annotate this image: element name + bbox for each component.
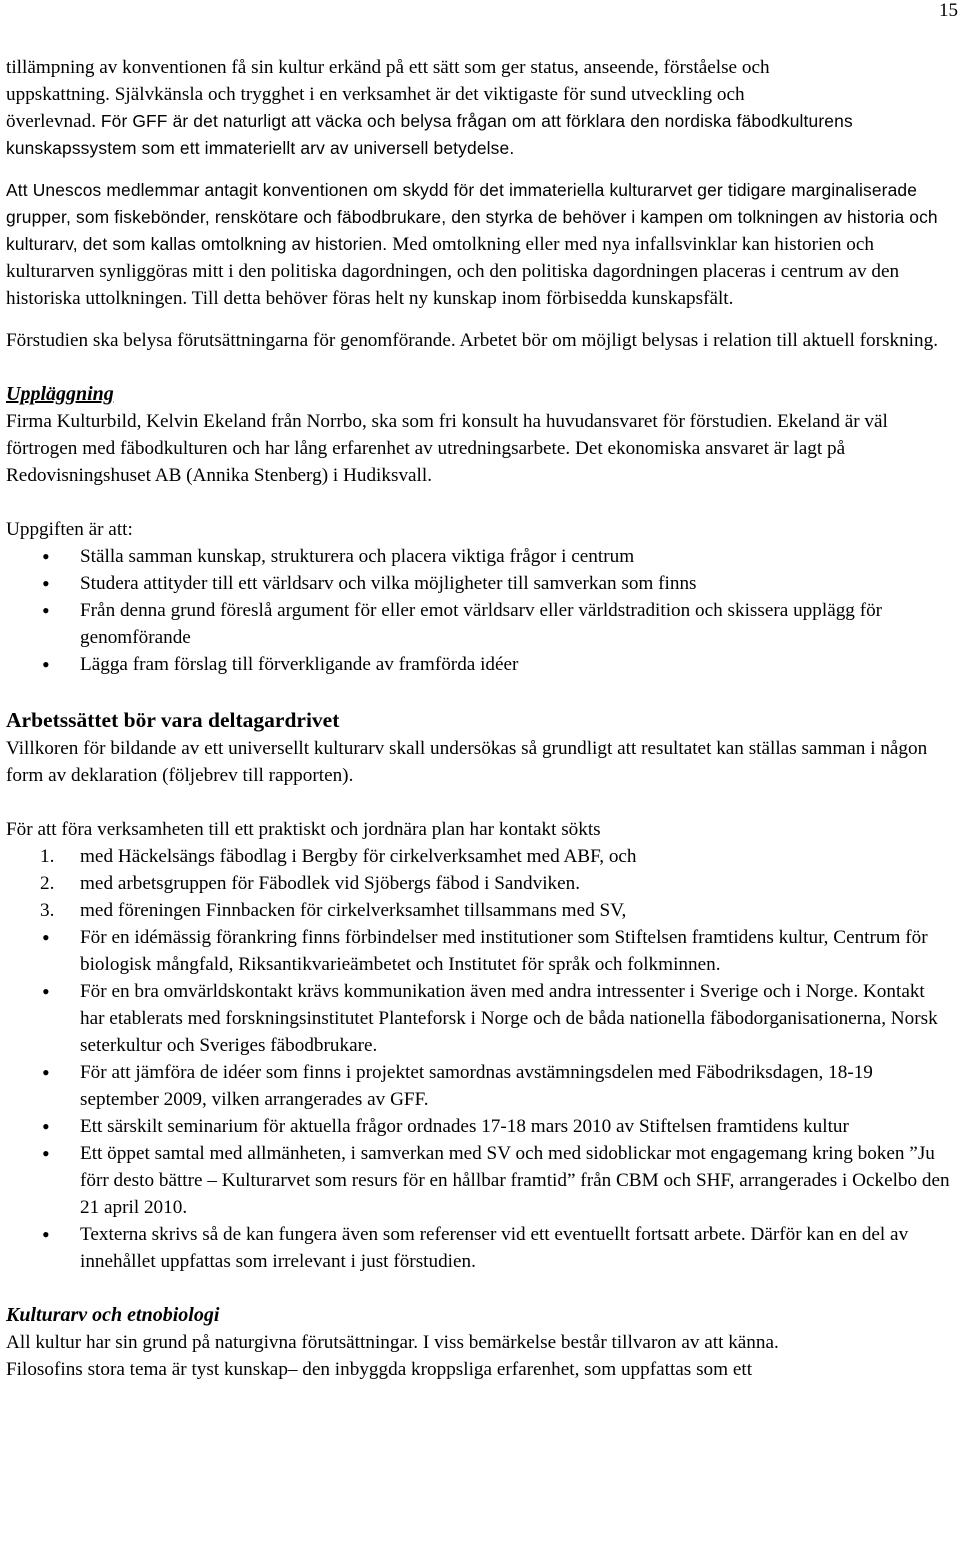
list-number: 1.	[40, 846, 55, 867]
list-number: 3.	[40, 900, 55, 921]
firma-paragraph: Firma Kulturbild, Kelvin Ekeland från Norrbo, ska som fri konsult ha huvudansvaret för förstudien. Ekeland är väl förtrogen med fäbodkulturen och har lång erfarenhet av utredningsarbete. Det ekonomiska ansvaret är lagt på Redovisningshuset AB (Annika Stenberg) i Hudiksvall.	[6, 411, 888, 486]
heading-arbetssattet: Arbetssättet bör vara deltagardrivet	[6, 708, 340, 732]
unesco-text-2: Med omtolkning eller med nya infallsvinklar kan historien och kulturarven synliggöras mitt i den politiska dagordningen, och den politiska dagordningen placeras i centrum av den historiska uttolkningen. Till detta behöver föras helt ny kunskap inom förbisedda kunskapsfält.	[6, 234, 900, 309]
heading-upplaggning: Uppläggning	[6, 383, 114, 405]
list-item: • För att jämföra de idéer som finns i projektet samordnas avstämningsdelen med Fäbodriksdagen, 18-19 september 2009, vilken arrangerades av GFF.	[6, 1059, 952, 1113]
villkoren-paragraph: Villkoren för bildande av ett universellt kulturarv skall undersökas så grundligt att resultatet kan ställas samman i någon form av deklaration (följebrev till rapporten).	[6, 738, 928, 786]
list-item: • Från denna grund föreslå argument för eller emot världsarv eller världstradition och skissera upplägg för genomförande	[6, 597, 952, 651]
list-item: • Lägga fram förslag till förverkligande av framförda idéer	[6, 651, 952, 678]
kultur-line: All kultur har sin grund på naturgivna förutsättningar. I viss bemärkelse består tillvaron av att känna.	[6, 1332, 779, 1353]
list-item: • Ett särskilt seminarium för aktuella frågor ordnades 17-18 mars 2010 av Stiftelsen framtidens kultur	[6, 1113, 952, 1140]
kultur-paragraph	[6, 1329, 952, 1383]
kultur-line: Filosofins stora tema är tyst kunskap– den inbyggda kroppsliga erfarenhet, som uppfattas som ett	[6, 1359, 753, 1380]
unesco-paragraph	[6, 177, 952, 312]
list-item: • Studera attityder till ett världsarv och vilka möjligheter till samverkan som finns	[6, 570, 952, 597]
intro-line: överlevnad.	[6, 111, 97, 132]
forstudien-paragraph: Förstudien ska belysa förutsättningarna för genomförande. Arbetet bör om möjligt belysas i relation till aktuell forskning.	[6, 330, 938, 351]
contacts-list	[6, 843, 952, 924]
intro-paragraph	[6, 54, 952, 162]
heading-kulturarv: Kulturarv och etnobiologi	[6, 1304, 220, 1326]
tasks-intro: Uppgiften är att:	[6, 519, 133, 540]
list-item	[6, 843, 952, 870]
list-item	[6, 897, 952, 924]
list-item: • För en bra omvärldskontakt krävs kommunikation även med andra intressenter i Sverige och i Norge. Kontakt har etablerats med forskningsinstitutet Planteforsk i Norge och de båda nationella fäbodorganisationerna, Norsk seterkultur och Sveriges fäbodbrukare.	[6, 978, 952, 1059]
list-item	[6, 870, 952, 897]
unesco-text: Att Unescos medlemmar antagit konventionen om skydd för det immateriella kulturarvet ger tidigare marginaliserade grupper, som fiskebönder, renskötare och fäbodbrukare, den styrka de behöver i kampen om tolkningen av historia och kulturarv, det som kallas omtolkning av historien.	[6, 180, 938, 254]
list-text: med arbetsgruppen för Fäbodlek vid Sjöbergs fäbod i Sandviken.	[80, 873, 581, 894]
list-item: • För en idémässig förankring finns förbindelser med institutioner som Stiftelsen framtidens kultur, Centrum för biologisk mångfald, Riksantikvarieämbetet och Institutet för språk och folkminnen.	[6, 924, 952, 978]
list-item: • Ställa samman kunskap, strukturera och placera viktiga frågor i centrum	[6, 543, 952, 570]
list-text: med Häckelsängs fäbodlag i Bergby för cirkelverksamhet med ABF, och	[80, 846, 637, 867]
page-number: 15	[939, 0, 958, 21]
contacts-intro: För att föra verksamheten till ett praktiskt och jordnära plan har kontakt sökts	[6, 819, 601, 840]
list-text: med föreningen Finnbacken för cirkelverksamhet tillsammans med SV,	[80, 900, 627, 921]
tasks-list	[6, 543, 952, 678]
list-number: 2.	[40, 873, 55, 894]
document-body	[6, 54, 952, 1383]
intro-line: uppskattning. Självkänsla och trygghet i en verksamhet är det viktigaste för sund utveckling och	[6, 84, 745, 105]
points-list	[6, 924, 952, 1275]
list-item: • Texterna skrivs så de kan fungera även som referenser vid ett eventuellt fortsatt arbete. Därför kan en del av innehållet uppfattas som irrelevant i just förstudien.	[6, 1221, 952, 1275]
list-item: • Ett öppet samtal med allmänheten, i samverkan med SV och med sidoblickar mot engagemang kring boken ”Ju förr desto bättre – Kulturarvet som resurs för en hållbar framtid” från CBM och SHF, arrangerades i Ockelbo den 21 april 2010.	[6, 1140, 952, 1221]
intro-line: tillämpning av konventionen få sin kultur erkänd på ett sätt som ger status, anseende, förståelse och	[6, 57, 770, 78]
intro-gff-sentence: För GFF är det naturligt att väcka och belysa frågan om att förklara den nordiska fäbodkulturens kunskapssystem som ett immateriellt arv av universell betydelse.	[6, 111, 853, 158]
